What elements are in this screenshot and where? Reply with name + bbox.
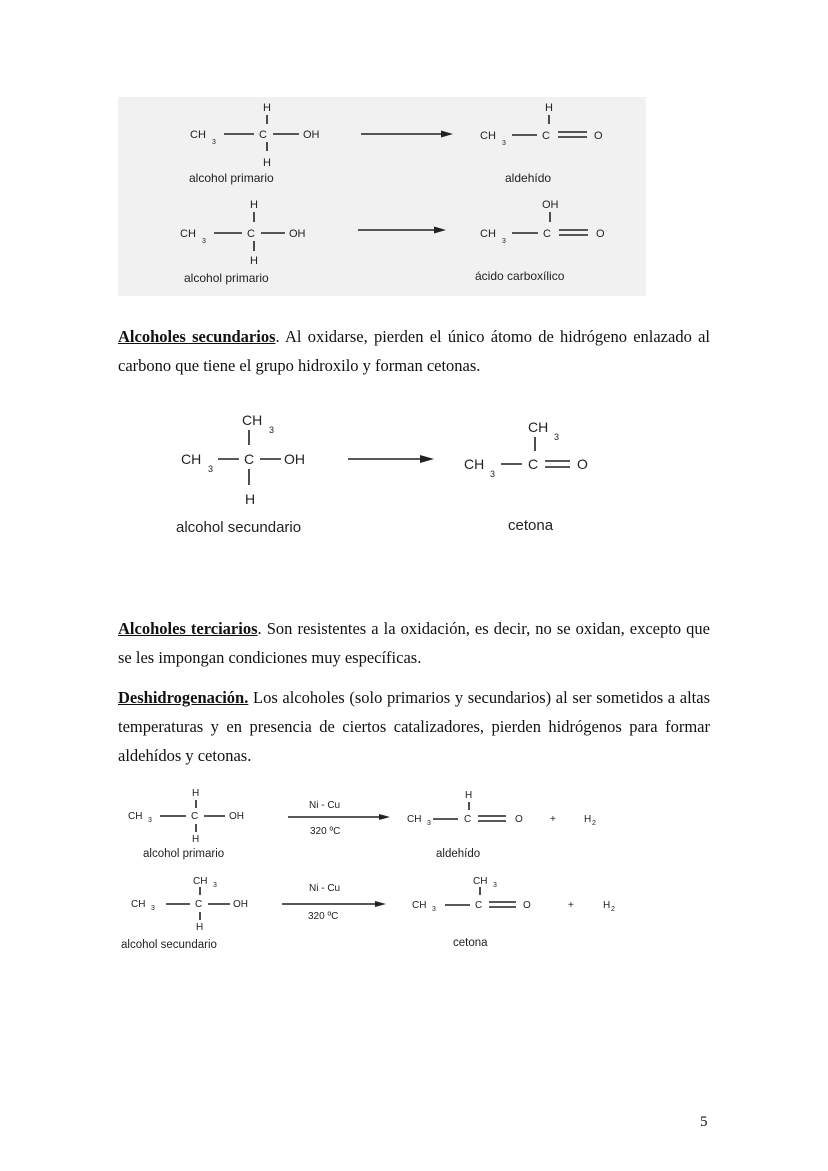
f3-r2-h2: H <box>603 900 611 911</box>
f2-p-ch3-sub: 3 <box>490 469 496 479</box>
f2-p-label: cetona <box>508 517 554 534</box>
r2-oh: OH <box>289 228 306 240</box>
r1-label: alcohol primario <box>189 171 274 185</box>
oxidation-primary-diagram <box>118 97 646 296</box>
f2-label: alcohol secundario <box>176 519 302 536</box>
f2-arrowhead <box>420 455 434 463</box>
r2-arrowhead <box>434 227 446 234</box>
f3-r1-ch3: CH <box>128 811 143 822</box>
f3-r2-label: alcohol secundario <box>121 939 217 951</box>
f3-r2-p-ch3-sub: 3 <box>432 906 436 913</box>
figure-dehydrogenation <box>118 783 638 955</box>
r1-oh: OH <box>303 129 320 141</box>
f2-c: C <box>244 451 255 467</box>
f3-r2-oh: OH <box>233 899 248 910</box>
f3-r2-h-bottom: H <box>196 922 204 933</box>
f2-oh: OH <box>284 451 305 467</box>
f3-r2-c: C <box>195 899 203 910</box>
r2-p-ch3: CH <box>480 228 496 240</box>
f3-r2-ch3: CH <box>131 899 146 910</box>
paragraph-secundarios <box>118 322 710 380</box>
f3-r1-h-bottom: H <box>192 834 200 845</box>
oxidation-secondary-diagram <box>170 405 610 540</box>
f3-r2-temp: 320 ºC <box>308 911 339 922</box>
heading-secundarios: Alcoholes secundarios <box>118 327 276 346</box>
f2-p-c: C <box>528 456 539 472</box>
r1-p-c: C <box>542 130 550 142</box>
f2-top-ch3: CH <box>242 412 263 428</box>
f3-r1-arrowhead <box>379 814 390 820</box>
r1-p-ch3: CH <box>480 130 496 142</box>
f3-r2-p-c: C <box>475 900 483 911</box>
r1-ch3-sub: 3 <box>212 139 216 146</box>
r2-label: alcohol primario <box>184 271 269 285</box>
r1-h-top: H <box>263 102 271 114</box>
f3-r1-p-c: C <box>464 814 472 825</box>
r1-ch3: CH <box>190 129 206 141</box>
f3-r2-p-top-ch3-sub: 3 <box>493 882 497 889</box>
f3-r1-p-ch3: CH <box>407 814 422 825</box>
figure-oxidation-primary <box>118 97 646 296</box>
f2-p-o: O <box>577 456 588 472</box>
f3-r2-top-ch3: CH <box>193 876 208 887</box>
text-secundarios: . Al oxidarse, pierden el único átomo de hidrógeno enlazado al carbono que tiene el grupo hidroxilo y forman cetonas. <box>118 327 710 375</box>
r2-p-oh: OH <box>542 199 559 211</box>
r2-h-top: H <box>250 199 258 211</box>
r2-p-label: ácido carboxílico <box>475 269 565 283</box>
f3-r1-c: C <box>191 811 199 822</box>
r1-p-ch3-sub: 3 <box>502 140 506 147</box>
paragraph-terciarios <box>118 614 710 672</box>
f3-r2-p-label: cetona <box>453 937 488 949</box>
f3-r1-plus: + <box>550 814 556 825</box>
f3-r1-label: alcohol primario <box>143 848 225 860</box>
f3-r2-plus: + <box>568 900 574 911</box>
r2-c: C <box>247 228 255 240</box>
f3-r2-p-top-ch3: CH <box>473 876 488 887</box>
paragraph-deshidrogenacion <box>118 683 710 770</box>
f3-r2-top-ch3-sub: 3 <box>213 882 217 889</box>
figure-oxidation-secondary <box>170 405 610 540</box>
f3-r2-h2-sub: 2 <box>611 906 615 913</box>
f2-ch3: CH <box>181 451 202 467</box>
f3-r2-arrowhead <box>375 901 386 907</box>
r2-ch3: CH <box>180 228 196 240</box>
text-terciarios: . Son resistentes a la oxidación, es decir, no se oxidan, excepto que se les impongan condiciones muy específicas. <box>118 619 710 667</box>
f2-p-top-ch3-sub: 3 <box>554 432 560 442</box>
heading-terciarios: Alcoholes terciarios <box>118 619 258 638</box>
f2-p-top-ch3: CH <box>528 419 549 435</box>
f3-r2-p-o: O <box>523 900 531 911</box>
f3-r1-p-ch3-sub: 3 <box>427 820 431 827</box>
dehydrogenation-diagram <box>118 783 638 955</box>
f2-ch3-sub: 3 <box>208 464 214 474</box>
f3-r1-p-label: aldehído <box>436 848 481 860</box>
r1-p-label: aldehído <box>505 171 552 185</box>
r2-h-bottom: H <box>250 255 258 267</box>
f3-r2-ch3-sub: 3 <box>151 905 155 912</box>
f3-r1-temp: 320 ºC <box>310 826 341 837</box>
f3-r1-h2-sub: 2 <box>592 820 596 827</box>
f3-r1-catalyst: Ni - Cu <box>309 800 341 811</box>
r1-p-h: H <box>545 102 553 114</box>
f3-r1-p-o: O <box>515 814 523 825</box>
f3-r1-oh: OH <box>229 811 244 822</box>
f3-r1-p-h: H <box>465 790 473 801</box>
f2-h-bottom: H <box>245 491 256 507</box>
text-deshidrogenacion: Los alcoholes (solo primarios y secundarios) al ser sometidos a altas temperaturas y en presencia de ciertos catalizadores, pierden hidrógenos para formar aldehídos y cetonas. <box>118 688 710 765</box>
page-number: 5 <box>700 1114 708 1130</box>
f3-r1-ch3-sub: 3 <box>148 817 152 824</box>
f2-p-ch3: CH <box>464 456 485 472</box>
f2-top-ch3-sub: 3 <box>269 425 275 435</box>
r2-ch3-sub: 3 <box>202 238 206 245</box>
f3-r2-p-ch3: CH <box>412 900 427 911</box>
r2-p-c: C <box>543 228 551 240</box>
r1-c: C <box>259 129 267 141</box>
r1-p-o: O <box>594 130 603 142</box>
f3-r1-h2: H <box>584 814 592 825</box>
f3-r2-catalyst: Ni - Cu <box>309 883 341 894</box>
r2-p-ch3-sub: 3 <box>502 238 506 245</box>
f3-r1-h-top: H <box>192 788 200 799</box>
r1-h-bottom: H <box>263 157 271 169</box>
heading-deshidrogenacion: Deshidrogenación. <box>118 688 249 707</box>
r2-p-o: O <box>596 228 605 240</box>
r1-arrowhead <box>441 131 453 138</box>
